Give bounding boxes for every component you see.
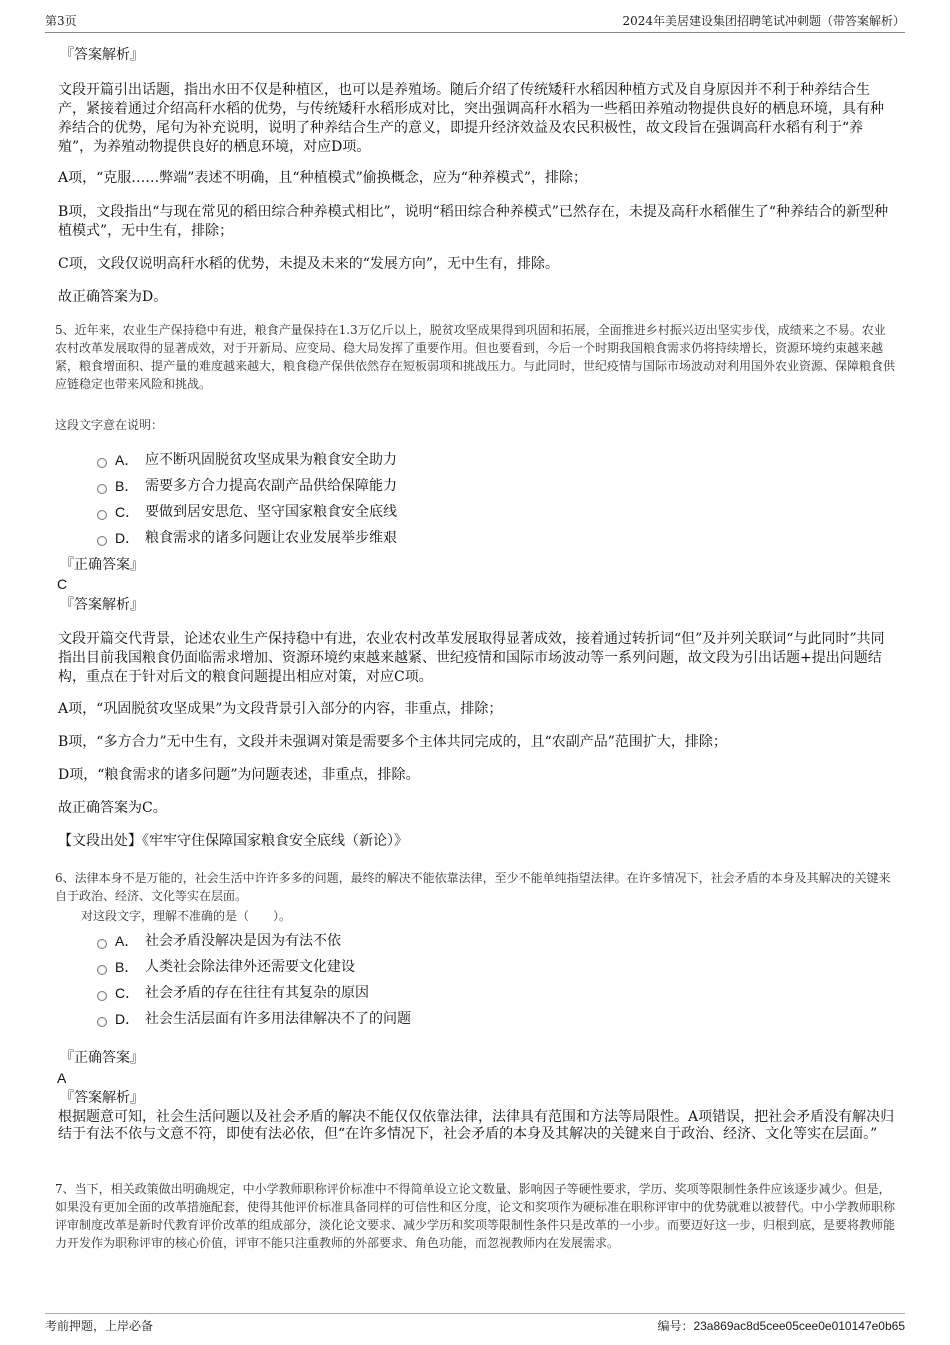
document-code: 编号：23a869ac8d5cee05cee0e010147e0b65 bbox=[657, 1319, 905, 1333]
radio-button[interactable] bbox=[97, 1017, 107, 1027]
radio-button[interactable] bbox=[97, 510, 107, 520]
q5-analysis-option-a: A项，“巩固脱贫攻坚成果”为文段背景引入部分的内容，非重点，排除； bbox=[58, 701, 503, 717]
q6-analysis: 根据题意可知，社会生活问题以及社会矛盾的解决不能仅仅依靠法律，法律具有范围和方法等局限性。A项错误，把社会矛盾没有解决归结于有法不依与文意不符，即使有法必依，但“在许多情况下，社会矛盾的本身及其解决的关键来自于政治、经济、文化等实在层面。” bbox=[58, 1109, 895, 1142]
footer-slogan: 考前押题，上岸必备 bbox=[45, 1319, 154, 1333]
q4-analysis-paragraph: 文段开篇引出话题，指出水田不仅是种植区，也可以是养殖场。随后介绍了传统矮秆水稻因种植方式及自身原因并不利于种养结合生产，紧接着通过介绍高秆水稻的优势，与传统矮秆水稻形成对比，突出强调高秆水稻为一些稻田养殖动物提供良好的栖息环境，具有种养结合的优势，尾句为补充说明，说明了种养结合生产的意义，即提升经济效益及农民积极性，故文段旨在强调高秆水稻有利于“养殖”，为养殖动物提供良好的栖息环境，对应D项。 bbox=[58, 82, 884, 155]
radio-button[interactable] bbox=[97, 536, 107, 546]
radio-button[interactable] bbox=[97, 939, 107, 949]
q5-analysis-option-d: D项，“粮食需求的诸多问题”为问题表述，非重点，排除。 bbox=[58, 767, 420, 783]
radio-button[interactable] bbox=[97, 458, 107, 468]
q5-stem: 5、近年来，农业生产保持稳中有进，粮食产量保持在1.3万亿斤以上，脱贫攻坚成果得到巩固和拓展，全面推进乡村振兴迈出坚实步伐，成绩来之不易。农业农村改革发展取得的显著成效，对于开新局、应变局、稳大局发挥了重要作用。但也要看到，今后一个时期我国粮食需求仍将持续增长，资源环境约束越来越紧，粮食增面积、提产量的难度越来越大，粮食稳产保供依然存在短板弱项和挑战压力。与此同时，世纪疫情与国际市场波动对利用国外农业资源、保障粮食供应链稳定也带来风险和挑战。 bbox=[55, 323, 896, 391]
radio-button[interactable] bbox=[97, 484, 107, 494]
q5-analysis-label: 『答案解析』 bbox=[60, 597, 144, 613]
q5-answer-label: 『正确答案』 bbox=[60, 557, 144, 573]
q4-analysis-option-c: C项，文段仅说明高秆水稻的优势，未提及未来的“发展方向”，无中生有，排除。 bbox=[58, 256, 560, 272]
q6-stem: 6、法律本身不是万能的，社会生活中许许多多的问题，最终的解决不能依靠法律，至少不能单纯指望法律。在许多情况下，社会矛盾的本身及其解决的关键来自于政治、经济、文化等实在层面。 bbox=[55, 871, 891, 903]
q4-analysis-option-b: B项，文段指出“与现在常见的稻田综合种养模式相比”，说明“稻田综合种养模式”已然存在，未提及高秆水稻催生了“种养结合的新型种植模式”，无中生有，排除； bbox=[58, 204, 889, 239]
q6-analysis-label: 『答案解析』 bbox=[60, 1090, 144, 1106]
page-header bbox=[45, 12, 905, 33]
q4-analysis-option-a: A项，“克服……弊端”表述不明确，且“种植模式”偷换概念，应为“种养模式”，排除； bbox=[58, 170, 588, 186]
q5-analysis-option-b: B项，“多方合力”无中生有，文段并未强调对策是需要多个主体共同完成的，且“农副产品”范围扩大，排除； bbox=[58, 734, 727, 750]
page-footer bbox=[45, 1313, 905, 1336]
q5-analysis-paragraph: 文段开篇交代背景，论述农业生产保持稳中有进，农业农村改革发展取得显著成效，接着通过转折词“但”及并列关联词“与此同时”共同指出目前我国粮食仍面临需求增加、资源环境约束越来越紧、世纪疫情和国际市场波动等一系列问题，故文段为引出话题+提出问题结构，重点在于针对后文的粮食问题提出相应对策，对应C项。 bbox=[58, 631, 885, 685]
q5-question: 这段文字意在说明： bbox=[55, 418, 164, 432]
q5-source: 【文段出处】《牢牢守住保障国家粮食安全底线（新论）》 bbox=[58, 833, 408, 849]
q5-answer: C bbox=[57, 576, 68, 592]
q6-answer: A bbox=[57, 1070, 67, 1086]
q7-stem: 7、当下，相关政策做出明确规定，中小学教师职称评价标准中不得简单设立论文数量、影响因子等硬性要求，学历、奖项等限制性条件应该逐步减少。但是，如果没有更加全面的改革措施配套，使得其他评价标准具备同样的可信性和区分度，论文和奖项作为硬标准在职称评审中的优势就难以被替代。中小学教师职称评审制度改革是新时代教育评价改革的组成部分，淡化论文要求、减少学历和奖项等限制性条件只是改革的一小步。而要迈好这一步，归根到底，是要将教师能力开发作为职称评审的核心价值，评审不能只注重教师的外部要求、角色功能，而忽视教师内在发展需求。 bbox=[55, 1182, 896, 1250]
page-number: 第3页 bbox=[45, 14, 77, 28]
q4-conclusion: 故正确答案为D。 bbox=[58, 289, 168, 305]
q5-conclusion: 故正确答案为C。 bbox=[58, 800, 167, 816]
q6-question: 对这段文字，理解不准确的是（ ）。 bbox=[81, 909, 292, 923]
radio-button[interactable] bbox=[97, 991, 107, 1001]
q6-answer-label: 『正确答案』 bbox=[60, 1050, 144, 1066]
document-title: 2024年美居建设集团招聘笔试冲刺题（带答案解析） bbox=[622, 14, 905, 28]
radio-button[interactable] bbox=[97, 965, 107, 975]
q4-analysis-label: 『答案解析』 bbox=[60, 47, 144, 63]
